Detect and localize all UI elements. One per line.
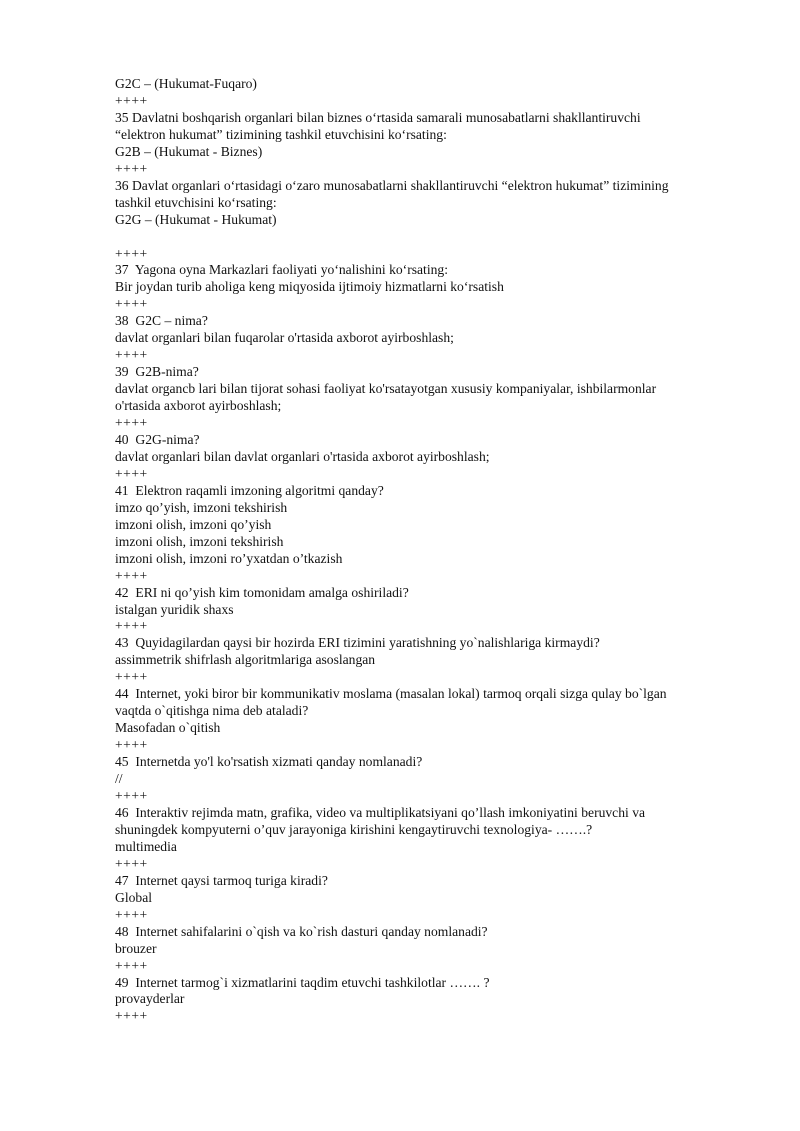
text-line: 41 Elektron raqamli imzoning algoritmi qanday? bbox=[115, 482, 384, 498]
text-line: G2B – (Hukumat - Biznes) bbox=[115, 143, 263, 159]
text-line: “elektron hukumat” tizimining tashkil etuvchisini koʻrsating: bbox=[115, 126, 447, 142]
text-line: vaqtda o`qitishga nima deb ataladi? bbox=[115, 703, 309, 719]
text-line: 36 Davlat organlari oʻrtasidagi oʻzaro munosabatlarni shakllantiruvchi “elektron hukumat” tizimining bbox=[115, 177, 669, 193]
text-line: Bir joydan turib aholiga keng miqyosida ijtimoiy hizmatlarni koʻrsatish bbox=[115, 279, 504, 295]
text-line: davlat organcb lari bilan tijorat sohasi faoliyat ko'rsatayotgan xususiy kompaniyalar, ishbilarmonlar bbox=[115, 381, 657, 397]
text-line: Global bbox=[115, 889, 152, 905]
separator-line: ++++ bbox=[115, 347, 148, 363]
text-line: istalgan yuridik shaxs bbox=[115, 601, 234, 617]
text-line: 35 Davlatni boshqarish organlari bilan biznes oʻrtasida samarali munosabatlarni shakllantiruvchi bbox=[115, 109, 641, 125]
text-line: shuningdek kompyuterni o’quv jarayoniga kirishini kengaytiruvchi texnologiya- …….? bbox=[115, 821, 593, 837]
text-line: assimmetrik shifrlash algoritmlariga asoslangan bbox=[115, 652, 376, 668]
separator-line: ++++ bbox=[115, 957, 148, 973]
separator-line: ++++ bbox=[115, 296, 148, 312]
text-line: Masofadan o`qitish bbox=[115, 720, 221, 736]
text-line: 39 G2B-nima? bbox=[115, 364, 199, 380]
text-line: // bbox=[115, 771, 123, 787]
text-line: brouzer bbox=[115, 940, 157, 956]
text-line: provayderlar bbox=[115, 991, 185, 1007]
blank-line bbox=[115, 229, 735, 246]
text-line: davlat organlari bilan fuqarolar o'rtasida axborot ayirboshlash; bbox=[115, 330, 454, 346]
separator-line: ++++ bbox=[115, 618, 148, 634]
text-line: imzo qo’yish, imzoni tekshirish bbox=[115, 499, 288, 515]
text-line: imzoni olish, imzoni qo’yish bbox=[115, 516, 272, 532]
separator-line: ++++ bbox=[115, 669, 148, 685]
separator-line: ++++ bbox=[115, 415, 148, 431]
separator-line: ++++ bbox=[115, 788, 148, 804]
text-line: imzoni olish, imzoni tekshirish bbox=[115, 533, 284, 549]
text-line: imzoni olish, imzoni ro’yxatdan o’tkazish bbox=[115, 550, 343, 566]
text-line: 44 Internet, yoki biror bir kommunikativ moslama (masalan lokal) tarmoq orqali sizga qulay bo`lgan bbox=[115, 686, 667, 702]
separator-line: ++++ bbox=[115, 737, 148, 753]
text-line: 48 Internet sahifalarini o`qish va ko`rish dasturi qanday nomlanadi? bbox=[115, 923, 488, 939]
text-line: 45 Internetda yo'l ko'rsatish xizmati qanday nomlanadi? bbox=[115, 754, 423, 770]
text-line: multimedia bbox=[115, 838, 177, 854]
separator-line: ++++ bbox=[115, 465, 148, 481]
separator-line: ++++ bbox=[115, 160, 148, 176]
document-body bbox=[115, 76, 735, 1025]
text-line: G2G – (Hukumat - Hukumat) bbox=[115, 211, 277, 227]
text-line: 46 Interaktiv rejimda matn, grafika, video va multiplikatsiyani qo’llash imkoniyatini beruvchi va bbox=[115, 804, 646, 820]
separator-line: ++++ bbox=[115, 1008, 148, 1024]
text-line: 40 G2G-nima? bbox=[115, 432, 200, 447]
text-line: tashkil etuvchisini koʻrsating: bbox=[115, 194, 277, 210]
text-line: 47 Internet qaysi tarmoq turiga kiradi? bbox=[115, 872, 328, 888]
separator-line: ++++ bbox=[115, 567, 148, 583]
text-line: 43 Quyidagilardan qaysi bir hozirda ERI tizimini yaratishning yo`nalishlariga kirmaydi? bbox=[115, 635, 600, 651]
separator-line: ++++ bbox=[115, 92, 148, 108]
text-line: G2C – (Hukumat-Fuqaro) bbox=[115, 76, 257, 91]
text-line: davlat organlari bilan davlat organlari o'rtasida axborot ayirboshlash; bbox=[115, 448, 490, 464]
separator-line: ++++ bbox=[115, 906, 148, 922]
separator-line: ++++ bbox=[115, 855, 148, 871]
text-line: o'rtasida axborot ayirboshlash; bbox=[115, 398, 282, 414]
text-line: 38 G2C – nima? bbox=[115, 313, 208, 329]
separator-line: ++++ bbox=[115, 245, 148, 261]
text-line: 37 Yagona oyna Markazlari faoliyati yoʻnalishini koʻrsating: bbox=[115, 262, 448, 278]
text-line: 49 Internet tarmog`i xizmatlarini taqdim etuvchi tashkilotlar ……. ? bbox=[115, 974, 490, 990]
text-line: 42 ERI ni qo’yish kim tomonidam amalga oshiriladi? bbox=[115, 584, 409, 600]
